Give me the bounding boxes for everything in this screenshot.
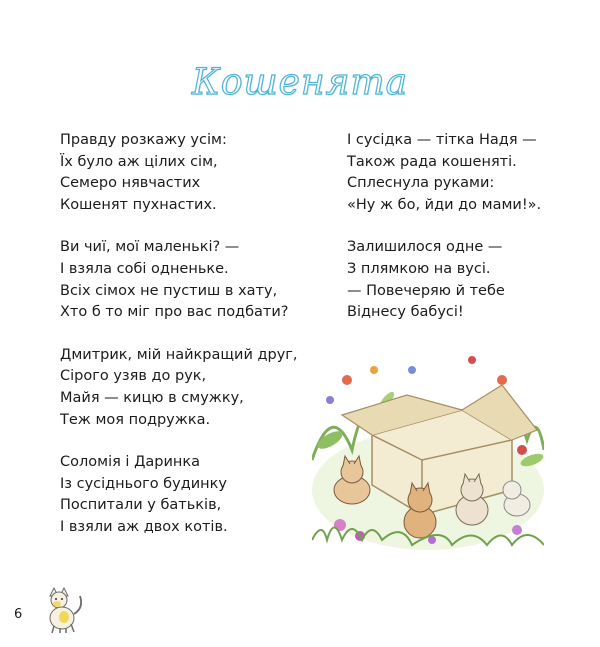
poem-line: Дмитрик, мій найкращий друг, bbox=[60, 346, 298, 363]
poem-line: І взяли аж двох котів. bbox=[60, 518, 228, 535]
poem-line: З плямкою на вусі. bbox=[347, 260, 491, 277]
page-number: 6 bbox=[14, 607, 23, 622]
stanza bbox=[347, 130, 577, 216]
stanza bbox=[60, 130, 310, 216]
kittens-in-box-illustration bbox=[312, 340, 544, 554]
poem-left-column bbox=[60, 130, 310, 560]
poem-line: Поспитали у батьків, bbox=[60, 497, 222, 514]
poem-line: Залишилося одне — bbox=[347, 239, 503, 256]
poem-line: Віднесу бабусі! bbox=[347, 304, 464, 321]
poem-line: Їх було аж цілих сім, bbox=[60, 153, 218, 170]
cat-icon bbox=[40, 586, 86, 634]
poem-line: Ви чиї, мої маленькі? — bbox=[60, 239, 240, 256]
stanza bbox=[60, 237, 310, 323]
poem-line: «Ну ж бо, йди до мами!». bbox=[347, 196, 542, 213]
poem-right-column bbox=[347, 130, 577, 345]
poem-line: Правду розкажу усім: bbox=[60, 132, 227, 148]
poem-line: Хто б то міг про вас подбати? bbox=[60, 304, 289, 321]
stanza bbox=[60, 452, 310, 538]
poem-line: Теж моя подружка. bbox=[60, 411, 211, 428]
stanza bbox=[347, 237, 577, 323]
poem-line: Також рада кошеняті. bbox=[347, 153, 517, 170]
poem-line: Сірого узяв до рук, bbox=[60, 368, 207, 385]
page-title: Кошенята bbox=[191, 62, 409, 103]
stanza bbox=[60, 345, 310, 431]
poem-line: Всіх сімох не пустиш в хату, bbox=[60, 282, 278, 299]
poem-line: Соломія і Даринка bbox=[60, 454, 201, 471]
poem-line: І взяла собі одненьке. bbox=[60, 260, 229, 277]
poem-line: Сплеснула руками: bbox=[347, 175, 495, 192]
poem-line: Семеро нявчастих bbox=[60, 175, 201, 192]
poem-line: — Повечеряю й тебе bbox=[347, 282, 505, 299]
poem-line: Кошенят пухнастих. bbox=[60, 196, 217, 213]
poem-line: І сусідка — тітка Надя — bbox=[347, 132, 537, 148]
poem-line: Із сусіднього будинку bbox=[60, 475, 227, 492]
poem-line: Майя — кицю в смужку, bbox=[60, 389, 244, 406]
